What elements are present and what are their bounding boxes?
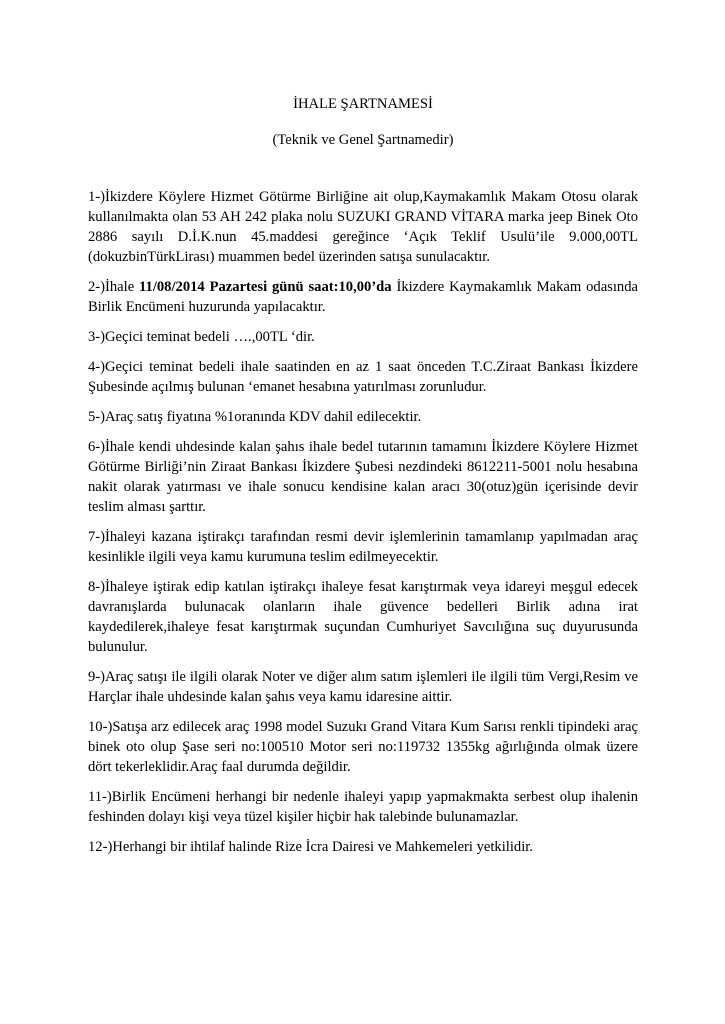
clause-7: 7-)İhaleyi kazana iştirakçı tarafından resmi devir işlemlerinin tamamlanıp yapılmadan araç kesinlikle ilgili veya kamu kurumuna teslim edilmeyecektir. bbox=[88, 529, 638, 565]
clause-8: 8-)İhaleye iştirak edip katılan iştirakçı ihaleye fesat karıştırmak veya idareyi meşgul edecek davranışlarda bulunacak olanların ihale güvence bedelleri Birlik adına irat kaydedilerek,ihaleye fesat karıştırmak suçundan Cumhuriyet Savcılığına suç duyurusunda bulunulur. bbox=[88, 579, 638, 655]
clause-11: 11-)Birlik Encümeni herhangi bir nedenle ihaleyi yapıp yapmakmakta serbest olup ihalenin feshinden dolayı kişi veya tüzel kişiler hiçbir hak talebinde bulunamazlar. bbox=[88, 789, 638, 825]
clause-12: 12-)Herhangi bir ihtilaf halinde Rize İcra Dairesi ve Mahkemeleri yetkilidir. bbox=[88, 839, 533, 855]
document-title: İHALE ŞARTNAMESİ bbox=[293, 96, 433, 112]
clause-2-suffix: İkizdere Kaymakamlık Makam odasında Birlik Encümeni huzurunda yapılacaktır. bbox=[88, 279, 638, 315]
document-subtitle: (Teknik ve Genel Şartnamedir) bbox=[272, 132, 454, 148]
clause-9: 9-)Araç satışı ile ilgili olarak Noter ve diğer alım satım işlemleri ile ilgili tüm Vergi,Resim ve Harçlar ihale uhdesinde kalan şahıs veya kamu idaresine aittir. bbox=[88, 669, 638, 705]
clause-10: 10-)Satışa arz edilecek araç 1998 model Suzukı Grand Vitara Kum Sarısı renkli tipindeki araç binek oto olup Şase seri no:100510 Motor seri no:119732 1355kg ağırlığında olmak üzere dört tekerleklidir.Araç faal durumda değildir. bbox=[88, 719, 638, 775]
clause-4: 4-)Geçici teminat bedeli ihale saatinden en az 1 saat önceden T.C.Ziraat Bankası İkizdere Şubesinde açılmış bulunan ‘emanet hesabına yatırılması zorunludur. bbox=[88, 359, 638, 395]
clause-2-prefix: 2-)İhale bbox=[88, 279, 140, 295]
clause-2-date: 11/08/2014 Pazartesi günü saat:10,00’da bbox=[139, 279, 392, 295]
clause-3: 3-)Geçici teminat bedeli ….,00TL ‘dir. bbox=[88, 329, 315, 345]
clause-2 bbox=[88, 277, 638, 317]
clause-6: 6-)İhale kendi uhdesinde kalan şahıs ihale bedel tutarının tamamını İkizdere Köylere Hizmet Götürme Birliği’nin Ziraat Bankası İkizdere Şubesi nezdindeki 8612211-5001 nolu hesabına nakit olarak yatırması ve ihale sonucu kendisine kalan aracı 30(otuz)gün içerisinde devir teslim alması şarttır. bbox=[88, 439, 638, 515]
clause-1: 1-)İkizdere Köylere Hizmet Götürme Birliğine ait olup,Kaymakamlık Makam Otosu olarak kullanılmakta olan 53 AH 242 plaka nolu SUZUKI GRAND VİTARA marka jeep Binek Oto 2886 sayılı D.İ.K.nun 45.maddesi gereğince ‘Açık Teklif Usulü’ile 9.000,00TL (dokuzbinTürkLirası) muammen bedel üzerinden satışa sunulacaktır. bbox=[88, 189, 638, 265]
clause-5: 5-)Araç satış fiyatına %1oranında KDV dahil edilecektir. bbox=[88, 409, 422, 425]
